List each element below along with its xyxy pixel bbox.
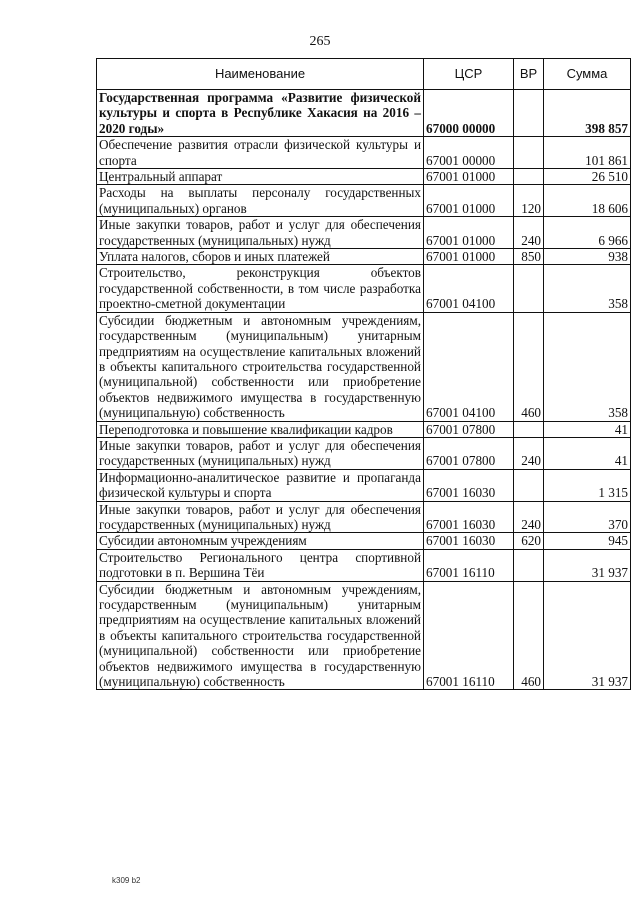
row-vr bbox=[514, 469, 544, 501]
row-vr: 460 bbox=[514, 581, 544, 690]
row-sum: 398 857 bbox=[544, 90, 631, 137]
row-name: Субсидии бюджетным и автономным учреждениям, государственным (муниципальным) унитарным предприятиям на осуществление капитальных вложений в объекты капитального строительства государственной (муниципальной) собственности или приобретение объектов недвижимого имущества в государственную (муниципальную) собственность bbox=[97, 312, 424, 421]
table-row bbox=[97, 217, 631, 249]
row-name: Субсидии автономным учреждениям bbox=[97, 533, 424, 549]
footer-code: k309 b2 bbox=[112, 876, 141, 885]
row-vr bbox=[514, 549, 544, 581]
row-name: Расходы на выплаты персоналу государственных (муниципальных) органов bbox=[97, 185, 424, 217]
row-vr bbox=[514, 421, 544, 437]
table-row bbox=[97, 185, 631, 217]
table-row bbox=[97, 581, 631, 690]
row-csr: 67001 07800 bbox=[424, 437, 514, 469]
row-sum: 31 937 bbox=[544, 581, 631, 690]
row-vr bbox=[514, 137, 544, 169]
header-csr: ЦСР bbox=[424, 59, 514, 90]
table-row bbox=[97, 437, 631, 469]
row-csr: 67001 01000 bbox=[424, 169, 514, 185]
row-csr: 67001 16030 bbox=[424, 533, 514, 549]
row-name: Уплата налогов, сборов и иных платежей bbox=[97, 249, 424, 265]
row-vr bbox=[514, 265, 544, 312]
row-sum: 1 315 bbox=[544, 469, 631, 501]
row-sum: 31 937 bbox=[544, 549, 631, 581]
row-name: Обеспечение развития отрасли физической культуры и спорта bbox=[97, 137, 424, 169]
row-csr: 67000 00000 bbox=[424, 90, 514, 137]
row-vr: 240 bbox=[514, 501, 544, 533]
header-sum: Сумма bbox=[544, 59, 631, 90]
row-csr: 67001 01000 bbox=[424, 217, 514, 249]
row-name: Иные закупки товаров, работ и услуг для обеспечения государственных (муниципальных) нужд bbox=[97, 437, 424, 469]
row-sum: 358 bbox=[544, 265, 631, 312]
table-row bbox=[97, 312, 631, 421]
row-vr: 460 bbox=[514, 312, 544, 421]
row-sum: 370 bbox=[544, 501, 631, 533]
table-row bbox=[97, 501, 631, 533]
row-csr: 67001 16110 bbox=[424, 581, 514, 690]
row-sum: 358 bbox=[544, 312, 631, 421]
row-csr: 67001 16030 bbox=[424, 501, 514, 533]
table-row bbox=[97, 90, 631, 137]
row-vr: 240 bbox=[514, 437, 544, 469]
row-vr bbox=[514, 90, 544, 137]
row-csr: 67001 01000 bbox=[424, 185, 514, 217]
row-sum: 101 861 bbox=[544, 137, 631, 169]
table-row bbox=[97, 137, 631, 169]
table-row bbox=[97, 169, 631, 185]
row-name: Иные закупки товаров, работ и услуг для обеспечения государственных (муниципальных) нужд bbox=[97, 217, 424, 249]
table-row bbox=[97, 469, 631, 501]
row-sum: 41 bbox=[544, 421, 631, 437]
table-header-row bbox=[97, 59, 631, 90]
row-vr: 240 bbox=[514, 217, 544, 249]
row-csr: 67001 04100 bbox=[424, 265, 514, 312]
row-vr: 120 bbox=[514, 185, 544, 217]
row-name: Переподготовка и повышение квалификации кадров bbox=[97, 421, 424, 437]
row-vr bbox=[514, 169, 544, 185]
row-vr: 620 bbox=[514, 533, 544, 549]
row-name: Центральный аппарат bbox=[97, 169, 424, 185]
table-row bbox=[97, 533, 631, 549]
row-name: Строительство Регионального центра спортивной подготовки в п. Вершина Тёи bbox=[97, 549, 424, 581]
row-sum: 938 bbox=[544, 249, 631, 265]
row-csr: 67001 01000 bbox=[424, 249, 514, 265]
row-csr: 67001 16030 bbox=[424, 469, 514, 501]
row-name: Строительство, реконструкция объектов государственной собственности, в том числе разработка проектно-сметной документации bbox=[97, 265, 424, 312]
table-row bbox=[97, 249, 631, 265]
table-row bbox=[97, 549, 631, 581]
row-sum: 6 966 bbox=[544, 217, 631, 249]
row-name: Государственная программа «Развитие физической культуры и спорта в Республике Хакасия на 2016 – 2020 годы» bbox=[97, 90, 424, 137]
row-csr: 67001 16110 bbox=[424, 549, 514, 581]
row-name: Информационно-аналитическое развитие и пропаганда физической культуры и спорта bbox=[97, 469, 424, 501]
page-number: 265 bbox=[309, 34, 331, 49]
row-sum: 18 606 bbox=[544, 185, 631, 217]
header-vr: ВР bbox=[514, 59, 544, 90]
row-csr: 67001 07800 bbox=[424, 421, 514, 437]
budget-table bbox=[96, 58, 631, 690]
row-sum: 945 bbox=[544, 533, 631, 549]
row-name: Иные закупки товаров, работ и услуг для обеспечения государственных (муниципальных) нужд bbox=[97, 501, 424, 533]
row-name: Субсидии бюджетным и автономным учреждениям, государственным (муниципальным) унитарным предприятиям на осуществление капитальных вложений в объекты капитального строительства государственной (муниципальной) собственности или приобретение объектов недвижимого имущества в государственную (муниципальную) собственность bbox=[97, 581, 424, 690]
table-row bbox=[97, 265, 631, 312]
row-csr: 67001 04100 bbox=[424, 312, 514, 421]
row-vr: 850 bbox=[514, 249, 544, 265]
row-sum: 41 bbox=[544, 437, 631, 469]
table-row bbox=[97, 421, 631, 437]
header-name: Наименование bbox=[97, 59, 424, 90]
row-sum: 26 510 bbox=[544, 169, 631, 185]
row-csr: 67001 00000 bbox=[424, 137, 514, 169]
